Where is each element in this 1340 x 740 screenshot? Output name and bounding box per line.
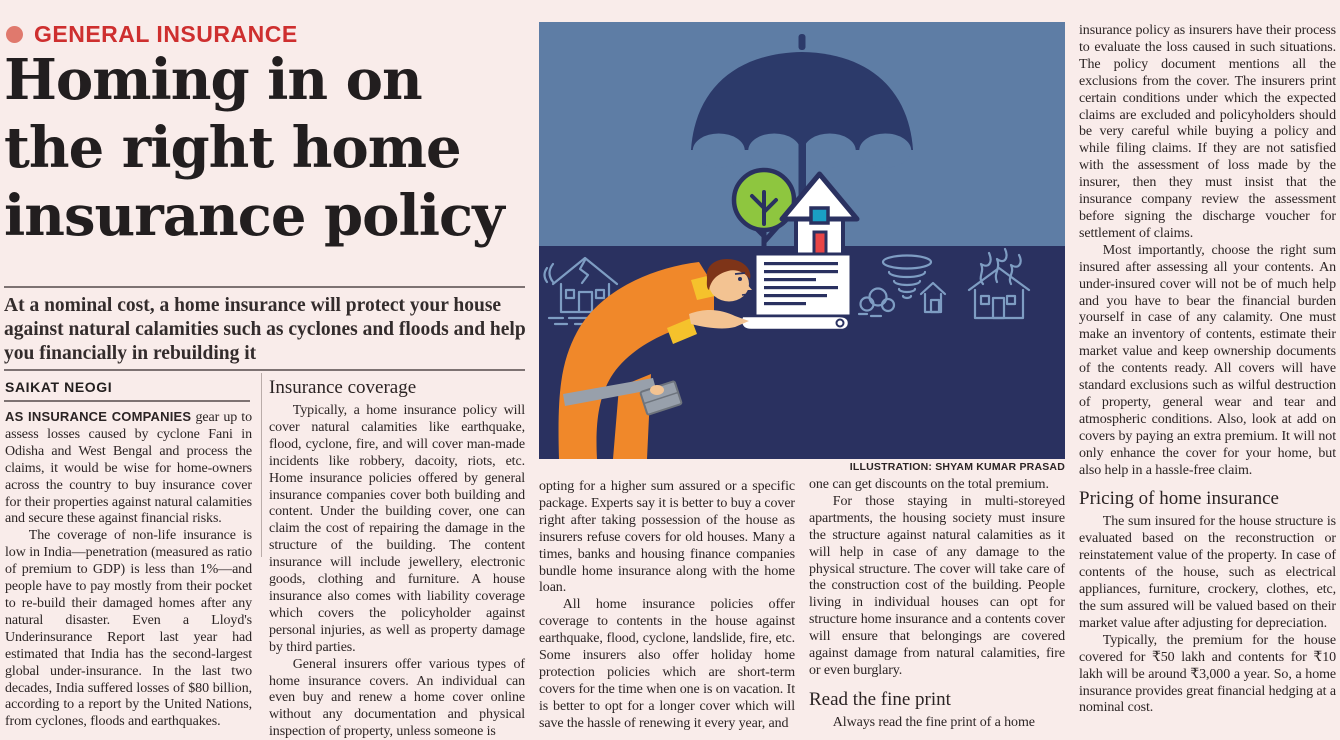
article-column-3: [539, 479, 795, 733]
paragraph: Most importantly, choose the right sum insured after assessing all your contents. An under-insured cover will not be of much help and you have to bear the financial burden yourself in case of any calamity. One must make an inventory of contents, estimate their market value and keep ownership documents of the contents ready. All covers will have standard exclusions such as wilful destruction of property, general wear and tear and atmospheric conditions. Also, look at add on covers by paying an extra premium. It will not only enhance the cover for your home, but also help in a hassle-free claim.: [1079, 242, 1336, 478]
policy-document-icon: [741, 254, 851, 330]
section-bullet-icon: [6, 26, 23, 43]
byline: SAIKAT NEOGI: [5, 379, 113, 395]
section-heading: Insurance coverage: [269, 377, 417, 398]
byline-divider: [4, 400, 250, 402]
article-column-2: [269, 377, 525, 740]
paragraph: insurance policy as insurers have their process to evaluate the loss caused in such situations. The policy document mentions all the exclusions from the cover. The insurers print certain conditions under which the expected claims are excluded and policyholders should be very careful while buying a policy and while filing claims. If they are not satisfied with the assessment of loss made by the insurer, then they must insist that the insurance company review the assessment before signing the discharge voucher for settlement of claims.: [1079, 23, 1336, 241]
paragraph: one can get discounts on the total premium.: [809, 477, 1049, 492]
paragraph: Typically, a home insurance policy will cover natural calamities like earthquake, flood, cyclone, fire, and will cover man-made incidents like robbery, dacoity, riots, etc. Home insurance policies offered by general insurance companies cover both building and content. Under the building cover, one can claim the cost of repairing the damage in the structure of the building. The content insurance will include jewellery, electronic goods, clothing and furniture. A house insurance also comes with liability coverage which covers the policyholder against personal injuries, as well as property damage by third parties.: [269, 403, 525, 655]
paragraph: The coverage of non-life insurance is low in India—penetration (measured as ratio of premium to GDP) is less than 1%—and people have to pay mostly from their pocket to re-build their damaged homes after any natural disaster. Even a Lloyd's Underinsurance Report last year had estimated that India has the second-largest global under-insurance. In the last two decades, India suffered losses of $80 billion, according to a report by the United Nations, from cyclones, floods and earthquakes.: [5, 528, 252, 730]
standfirst-divider: [4, 369, 525, 371]
paragraph: All home insurance policies offer coverage to contents in the house against earthquake, flood, cyclone, landslide, fire, etc. Some insurers also offer holiday home protection policies which are short-term covers for the time when one is on vacation. It is better to opt for a longer cover which will save the hassle of renewing it every year, and: [539, 597, 795, 731]
headline-line-1: Homing in on: [4, 47, 422, 113]
paragraph: General insurers offer various types of home insurance covers. An individual can even buy and renew a home cover online without any documentation and physical inspection of property, unless someone is: [269, 656, 525, 740]
insurance-illustration: [539, 22, 1065, 459]
paragraph: The sum insured for the house structure is evaluated based on the reconstruction or reinstatement value of the property. In case of contents of the house, such as electrical appliances, furniture, crockery, clothes, etc, the sum assured will be valued based on their market value after adjusting for depreciation.: [1079, 514, 1336, 631]
paragraph: For those staying in multi-storeyed apartments, the housing society must insure the structure against natural calamities as it will help in case of any damage to the physical structure. The cover will take care of the construction cost of the building. People living in individual houses can opt for structure home insurance and a contents cover will ensure that belongings are covered against damage from natural calamities, fire or even burglary.: [809, 493, 1065, 678]
headline-line-3: insurance policy: [4, 183, 504, 249]
paragraph: [5, 409, 252, 528]
article-column-4: [809, 477, 1065, 732]
column-rule: [261, 373, 262, 557]
page-title: [4, 46, 524, 250]
paragraph: opting for a higher sum assured or a specific package. Experts say it is better to buy a cover right after taking possession of the house as insurers refuse covers for old houses. Many a times, banks and housing finance companies bundle home insurance along with the home loan.: [539, 479, 795, 596]
illustration-credit: ILLUSTRATION: SHYAM KUMAR PRASAD: [849, 461, 1065, 473]
section-heading: Pricing of home insurance: [1079, 488, 1279, 510]
headline-divider: [4, 286, 525, 288]
paragraph: Typically, the premium for the house covered for ₹50 lakh and contents for ₹10 lakh will be around ₹3,000 a year. So, a home insurance provides great financial hedging at a nominal cost.: [1079, 632, 1336, 716]
article-column-1: [5, 409, 252, 731]
paragraph-text: gear up to assess losses caused by cyclone Fani in Odisha and West Bengal and process the claims, it would be wise for home-owners across the country to buy insurance cover for their properties against natural calamities and secure these against financial risks.: [5, 410, 252, 527]
section-label: GENERAL INSURANCE: [34, 21, 298, 47]
lead-in: AS INSURANCE COMPANIES: [5, 409, 192, 424]
headline-line-2: the right home: [4, 115, 461, 181]
standfirst: At a nominal cost, a home insurance will protect your house against natural calamities such as cyclones and floods and help you financially in rebuilding it: [4, 295, 526, 364]
paragraph: Always read the fine print of a home: [832, 714, 1035, 730]
article-column-5: [1079, 23, 1336, 717]
section-heading: Read the fine print: [809, 688, 951, 710]
section-kicker: [6, 21, 298, 48]
